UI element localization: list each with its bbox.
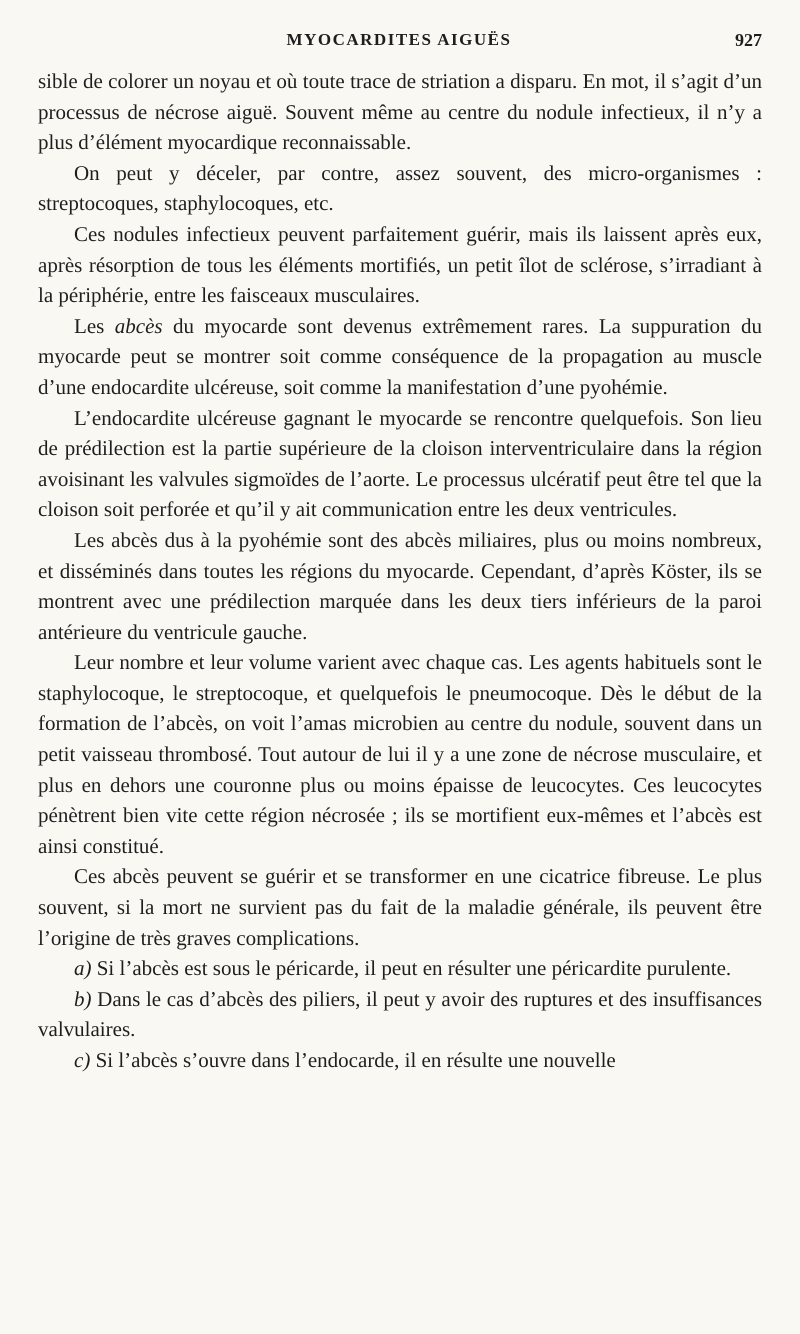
list-item-c (38, 1045, 762, 1076)
paragraph-4-lead: Les (74, 313, 115, 338)
paragraph-4-rest: du myocarde sont devenus extrêmement rares. La suppuration du myocarde peut se montrer soit comme conséquence de la propagation au muscle d’une endocardite ulcéreuse, soit comme la manifestation d’une pyohémie. (38, 313, 762, 399)
paragraph-7: Leur nombre et leur volume varient avec chaque cas. Les agents habituels sont le staphylocoque, le streptocoque, et quelquefois le pneumocoque. Dès le début de la formation de l’abcès, on voit l’amas microbien au centre du nodule, souvent dans un petit vaisseau thrombosé. Tout autour de lui il y a une zone de nécrose musculaire, et plus en dehors une couronne plus ou moins épaisse de leucocytes. Ces leucocytes pénètrent bien vite cette région nécrosée ; ils se mortifient eux-mêmes et l’abcès est ainsi constitué. (38, 650, 762, 858)
paragraph-3: Ces nodules infectieux peuvent parfaitement guérir, mais ils laissent après eux, après résorption de tous les éléments mortifiés, un petit îlot de sclérose, s’irradiant à la périphérie, entre les faisceaux musculaires. (38, 221, 762, 308)
running-title: MYOCARDITES AIGUËS (286, 30, 512, 49)
paragraph-2: On peut y déceler, par contre, assez souvent, des micro-organismes : streptocoques, staphylocoques, etc. (38, 160, 762, 216)
list-item-a (38, 953, 762, 984)
list-item-b-text: Dans le cas d’abcès des piliers, il peut y avoir des ruptures et des insuffisances valvulaires. (38, 986, 762, 1042)
paragraph-8: Ces abcès peuvent se guérir et se transformer en une cicatrice fibreuse. Le plus souvent, si la mort ne survient pas du fait de la maladie générale, ils peuvent être l’origine de très graves complications. (38, 864, 762, 950)
page-number: 927 (735, 30, 762, 50)
italic-term-abces: abcès (114, 313, 163, 338)
list-marker-b: b) (74, 986, 92, 1011)
list-item-b (38, 984, 762, 1045)
list-item-c-text: Si l’abcès s’ouvre dans l’endocarde, il en résulte une nouvelle (90, 1048, 616, 1072)
paragraph-6: Les abcès dus à la pyohémie sont des abcès miliaires, plus ou moins nombreux, et disséminés dans toutes les régions du myocarde. Cependant, d’après Köster, ils se montrent avec une prédilection marquée dans les deux tiers inférieurs de la paroi antérieure du ventricule gauche. (38, 527, 762, 644)
paragraph-4 (38, 311, 762, 403)
page-header (36, 30, 762, 54)
paragraph-1: sible de colorer un noyau et où toute trace de striation a disparu. En mot, il s’agit d’un processus de nécrose aiguë. Souvent même au centre du nodule infectieux, il n’y a plus d’élément myocardique reconnaissable. (38, 69, 762, 155)
body-text (38, 66, 762, 1076)
list-marker-a: a) (74, 956, 92, 981)
paragraph-5: L’endocardite ulcéreuse gagnant le myocarde se rencontre quelquefois. Son lieu de prédilection est la partie supérieure de la cloison interventriculaire dans la région avoisinant les valvules sigmoïdes de l’aorte. Le processus ulcératif peut être tel que la cloison soit perforée et qu’il y ait communication entre les deux ventricules. (38, 405, 762, 522)
list-item-a-text: Si l’abcès est sous le péricarde, il peut en résulter une péricardite purulente. (91, 956, 732, 981)
list-marker-c: c) (74, 1048, 91, 1072)
